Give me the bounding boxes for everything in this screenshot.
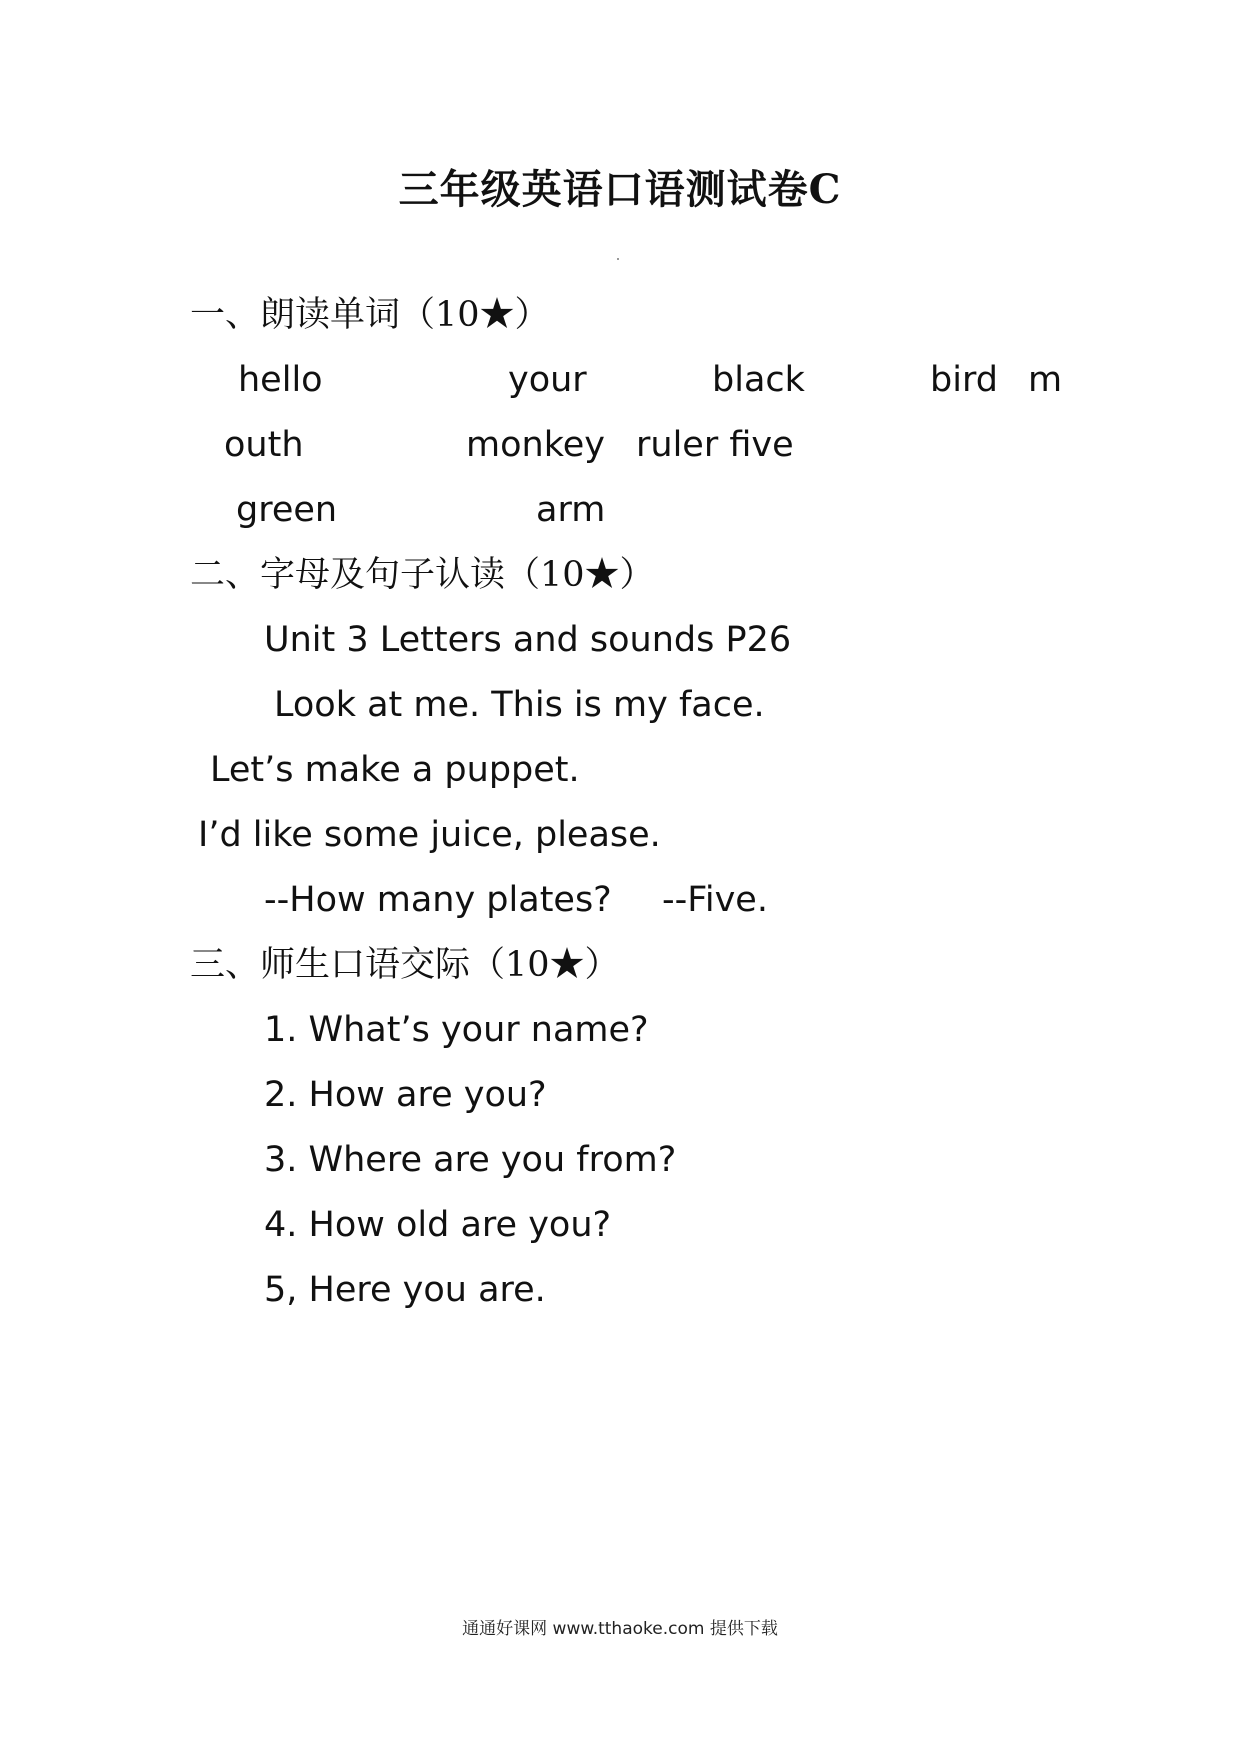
- section3-heading: 三、师生口语交际（10★）: [190, 945, 620, 985]
- word-item: hello: [238, 360, 323, 400]
- word-item: bird: [930, 360, 998, 400]
- sentence-line: --Five.: [662, 880, 768, 920]
- page-title: 三年级英语口语测试卷C: [398, 166, 842, 213]
- section1-heading: 一、朗读单词（10★）: [190, 295, 550, 335]
- question-item: 5, Here you are.: [264, 1270, 546, 1310]
- sentence-line: Unit 3 Letters and sounds P26: [264, 620, 792, 660]
- word-item: your: [508, 360, 587, 400]
- question-item: 3. Where are you from?: [264, 1140, 677, 1180]
- question-item: 2. How are you?: [264, 1075, 547, 1115]
- sentence-line: --How many plates?: [264, 880, 612, 920]
- stray-dot: [617, 258, 619, 260]
- word-item: outh: [224, 425, 304, 465]
- question-item: 4. How old are you?: [264, 1205, 612, 1245]
- word-item: green: [236, 490, 338, 530]
- word-item: black: [712, 360, 805, 400]
- sentence-line: Let’s make a puppet.: [210, 750, 580, 790]
- word-item: m: [1028, 360, 1063, 400]
- question-item: 1. What’s your name?: [264, 1010, 649, 1050]
- sentence-line: Look at me. This is my face.: [274, 685, 765, 725]
- word-item: ruler five: [636, 425, 794, 465]
- footer-text: 通通好课网 www.tthaoke.com 提供下载: [462, 1619, 778, 1639]
- section2-heading: 二、字母及句子认读（10★）: [190, 555, 655, 595]
- word-item: monkey: [466, 425, 605, 465]
- sentence-line: I’d like some juice, please.: [198, 815, 661, 855]
- word-item: arm: [536, 490, 606, 530]
